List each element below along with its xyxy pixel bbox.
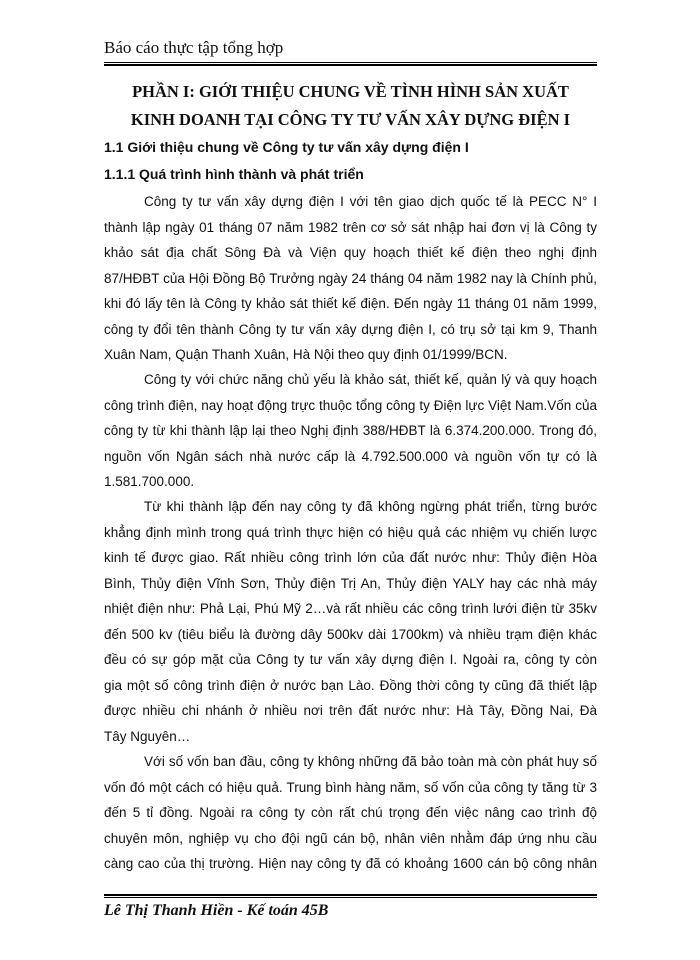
text-line: Công ty với chức năng chủ yếu là khảo sát, thiết kế, quản lý và quy hoạch [144,372,597,387]
text-line: đến 5 tỉ đồng. Ngoài ra công ty còn rất chú trọng đến việc nâng cao trình độ [104,805,597,820]
text-line: càng cao của thị trường. Hiện nay công ty đã có khoảng 1600 cán bộ công nhân [104,856,597,871]
text-line: nguồn vốn Ngân sách nhà nước cấp là 4.792.500.000 và nguồn vốn tự có là [104,448,597,464]
text-line: gia một số công trình điện ở nước bạn Lào. Đồng thời công ty cũng đã thiết lập [104,677,597,693]
subsection-heading: 1.1.1 Quá trình hình thành và phát triển [104,166,364,182]
text-line: chuyên môn, nghiệp vụ cho đội ngũ cán bộ, nhân viên nhằm đáp ứng nhu cầu [104,830,597,846]
text-line: Xuân Nam, Quận Thanh Xuân, Hà Nội theo quy định 01/1999/BCN. [104,347,508,362]
text-line: công trình điện, nay hoạt động trực thuộc tổng công ty Điện lực Việt Nam.Vốn của [104,397,597,413]
footer-divider [104,894,597,898]
part-title-line-2: KINH DOANH TẠI CÔNG TY TƯ VẤN XÂY DỰNG ĐIỆN I [130,110,571,129]
paragraph-history-founding [104,189,597,368]
document-header: Báo cáo thực tập tổng hợp [104,38,284,57]
text-line: Công ty tư vấn xây dựng điện I với tên giao dịch quốc tế là PECC N° I [144,194,597,209]
text-line: khi đó lấy tên là Công ty khảo sát thiết kế điện. Đến ngày 11 tháng 01 năm 1999, [104,296,597,311]
document-footer-author: Lê Thị Thanh Hiền - Kế toán 45B [104,902,329,919]
paragraph-functions-capital [104,367,597,495]
part-title-line-1: PHẦN I: GIỚI THIỆU CHUNG VỀ TÌNH HÌNH SẢN XUẤT [132,82,569,101]
text-line: nhiệt điện như: Phả Lại, Phú Mỹ 2…và rất nhiều các công trình lưới điện từ 35kv [104,601,597,616]
text-line: khẳng định mình trong quá trình thực hiện có hiệu quả các nhiệm vụ chiến lược [104,524,597,540]
text-line: Bình, Thủy điện Vĩnh Sơn, Thủy điện Trị An, Thủy điện YALY hay các nhà máy [104,575,597,591]
text-line: 87/HĐBT của Hội Đồng Bộ Trưởng ngày 24 tháng 04 năm 1982 nay là Chính phủ, [104,270,597,286]
text-line: vốn đó một cách có hiệu quả. Trung bình hàng năm, số vốn của công ty tăng từ 3 [104,779,597,795]
text-line: Từ khi thành lập đến nay công ty đã không ngừng phát triển, từng bước [144,499,597,514]
header-divider [104,62,597,66]
section-heading: 1.1 Giới thiệu chung về Công ty tư vấn xây dựng điện I [104,139,469,155]
text-line: đến 500 kv (tiêu biểu là đường dây 500kv dài 1700km) và nhiều trạm điện khác [104,626,597,642]
text-line: Với số vốn ban đầu, công ty không những đã bảo toàn mà còn phát huy số [144,754,597,769]
text-line: Tây Nguyên… [104,728,191,744]
paragraph-development-projects [104,494,597,749]
text-line: kinh tế được giao. Rất nhiều công trình lớn của đất nước như: Thủy điện Hòa [104,550,597,565]
text-line: được nhiều chi nhánh ở nhiều nơi trên đất nước như: Hà Tây, Đồng Nai, Đà [104,703,597,718]
text-line: công ty đổi tên thành Công ty tư vấn xây dựng điện I, có trụ sở tại km 9, Thanh [104,321,597,337]
text-line: thành lập ngày 01 tháng 07 năm 1982 trên cơ sở sát nhập hai đơn vị là Công ty [104,219,597,235]
paragraph-capital-growth [104,749,597,877]
text-line: đều có sự góp mặt của Công ty tư vấn xây dựng điện I. Ngoài ra, công ty còn [104,652,597,667]
text-line: 1.581.700.000. [104,474,195,489]
text-line: khảo sát địa chất Sông Đà và Viện quy hoạch thiết kế điện theo nghị định [104,245,597,260]
text-line: công ty từ khi thành lập lại theo Nghị định 388/HĐBT là 6.374.200.000. Trong đó, [104,423,597,438]
